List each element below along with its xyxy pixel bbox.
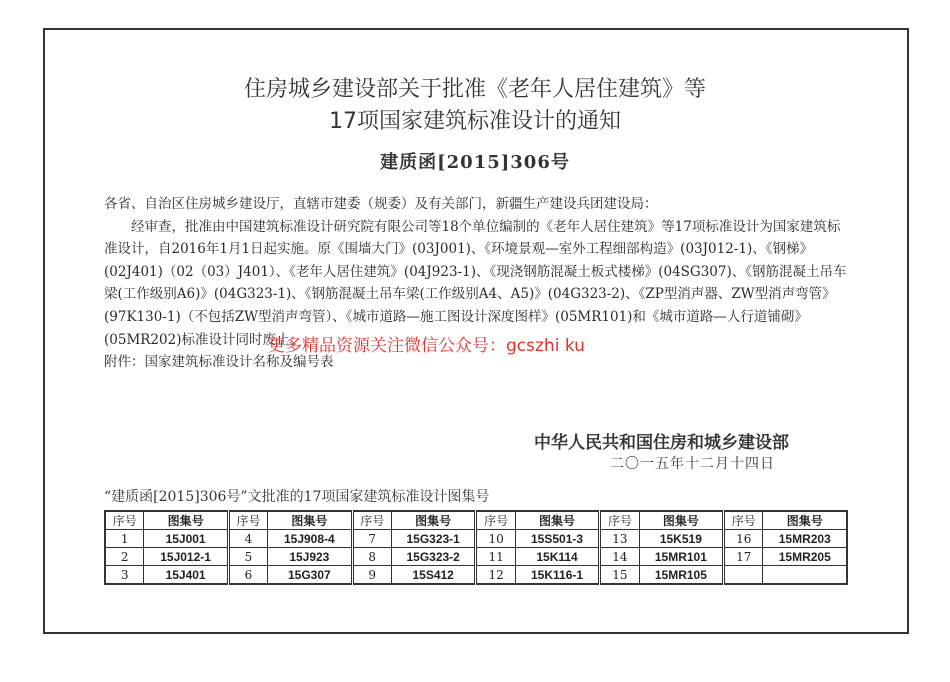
cell-no: 6 <box>228 566 267 585</box>
cell-code: 15S501-3 <box>515 530 599 548</box>
cell-code: 15J001 <box>144 530 228 548</box>
table-row <box>105 548 847 566</box>
cell-no: 5 <box>228 548 267 566</box>
cell-no: 3 <box>105 566 144 585</box>
header-code: 图集号 <box>763 511 847 530</box>
header-code: 图集号 <box>268 511 352 530</box>
cell-no: 17 <box>724 548 763 566</box>
cell-no: 16 <box>724 530 763 548</box>
cell-no: 2 <box>105 548 144 566</box>
cell-code: 15S412 <box>391 566 475 585</box>
cell-no: 15 <box>600 566 639 585</box>
attachment-line: 附件：国家建筑标准设计名称及编号表 <box>104 354 334 371</box>
header-code: 图集号 <box>144 511 228 530</box>
cell-code: 15MR205 <box>763 548 847 566</box>
cell-code <box>763 566 847 585</box>
header-code: 图集号 <box>639 511 723 530</box>
table-title: “建质函[2015]306号”文批准的17项国家建筑标准设计图集号 <box>104 489 490 505</box>
table-row <box>105 530 847 548</box>
table-row <box>105 566 847 585</box>
notice-title-line2: 17项国家建筑标准设计的通知 <box>329 109 621 134</box>
cell-code: 15MR101 <box>639 548 723 566</box>
body-paragraph: 经审查，批准由中国建筑标准设计研究院有限公司等18个单位编制的《老年人居住建筑》等17项标准设计为国家建筑标准设计，自2016年1月1日起实施。原《围墙大门》(03J001)、《环境景观—室外工程细部构造》(03J012-1)、《钢梯》(02J401)（02（03）J401）、《老年人居住建筑》(04J923-1)、《现浇钢筋混凝土板式楼梯》(04SG307)、《钢筋混凝土吊车梁(工作级别A6)》(04G323-1)、《钢筋混凝土吊车梁(工作级别A4、A5)》(04G323-2)、《ZP型消声器、ZW型消声弯管》(97K130-1)（不包括ZW型消声弯管）、《城市道路—施工图设计深度图样》(05MR101)和《城市道路—人行道铺砌》(05MR202)标准设计同时废止。 <box>104 218 847 348</box>
cell-code: 15K519 <box>639 530 723 548</box>
header-no: 序号 <box>228 511 267 530</box>
cell-no: 8 <box>352 548 391 566</box>
cell-no: 12 <box>476 566 515 585</box>
cell-code: 15G323-2 <box>391 548 475 566</box>
cell-no: 11 <box>476 548 515 566</box>
header-code: 图集号 <box>515 511 599 530</box>
cell-no: 14 <box>600 548 639 566</box>
cell-no: 7 <box>352 530 391 548</box>
watermark-text: 更多精品资源关注微信公众号：gcszhi ku <box>268 336 585 356</box>
cell-no: 1 <box>105 530 144 548</box>
cell-code: 15MR105 <box>639 566 723 585</box>
cell-no: 13 <box>600 530 639 548</box>
cell-code: 15J923 <box>268 548 352 566</box>
cell-no <box>724 566 763 585</box>
issuer-name: 中华人民共和国住房和城乡建设部 <box>534 433 789 453</box>
header-no: 序号 <box>476 511 515 530</box>
cell-code: 15K116-1 <box>515 566 599 585</box>
cell-no: 9 <box>352 566 391 585</box>
cell-code: 15G323-1 <box>391 530 475 548</box>
cell-code: 15MR203 <box>763 530 847 548</box>
header-no: 序号 <box>600 511 639 530</box>
cell-no: 10 <box>476 530 515 548</box>
cell-no: 4 <box>228 530 267 548</box>
atlas-number-table <box>104 510 848 585</box>
salutation: 各省、自治区住房城乡建设厅，直辖市建委（规委）及有关部门，新疆生产建设兵团建设局： <box>104 196 658 212</box>
issue-date: 二〇一五年十二月十四日 <box>610 456 775 472</box>
notice-title-line1: 住房城乡建设部关于批准《老年人居住建筑》等 <box>243 77 706 102</box>
header-no: 序号 <box>724 511 763 530</box>
cell-code: 15K114 <box>515 548 599 566</box>
cell-code: 15J012-1 <box>144 548 228 566</box>
cell-code: 15J401 <box>144 566 228 585</box>
cell-code: 15J908-4 <box>268 530 352 548</box>
header-code: 图集号 <box>391 511 475 530</box>
table-header-row <box>105 511 847 530</box>
document-number: 建质函[2015]306号 <box>380 152 570 173</box>
header-no: 序号 <box>105 511 144 530</box>
header-no: 序号 <box>352 511 391 530</box>
cell-code: 15G307 <box>268 566 352 585</box>
